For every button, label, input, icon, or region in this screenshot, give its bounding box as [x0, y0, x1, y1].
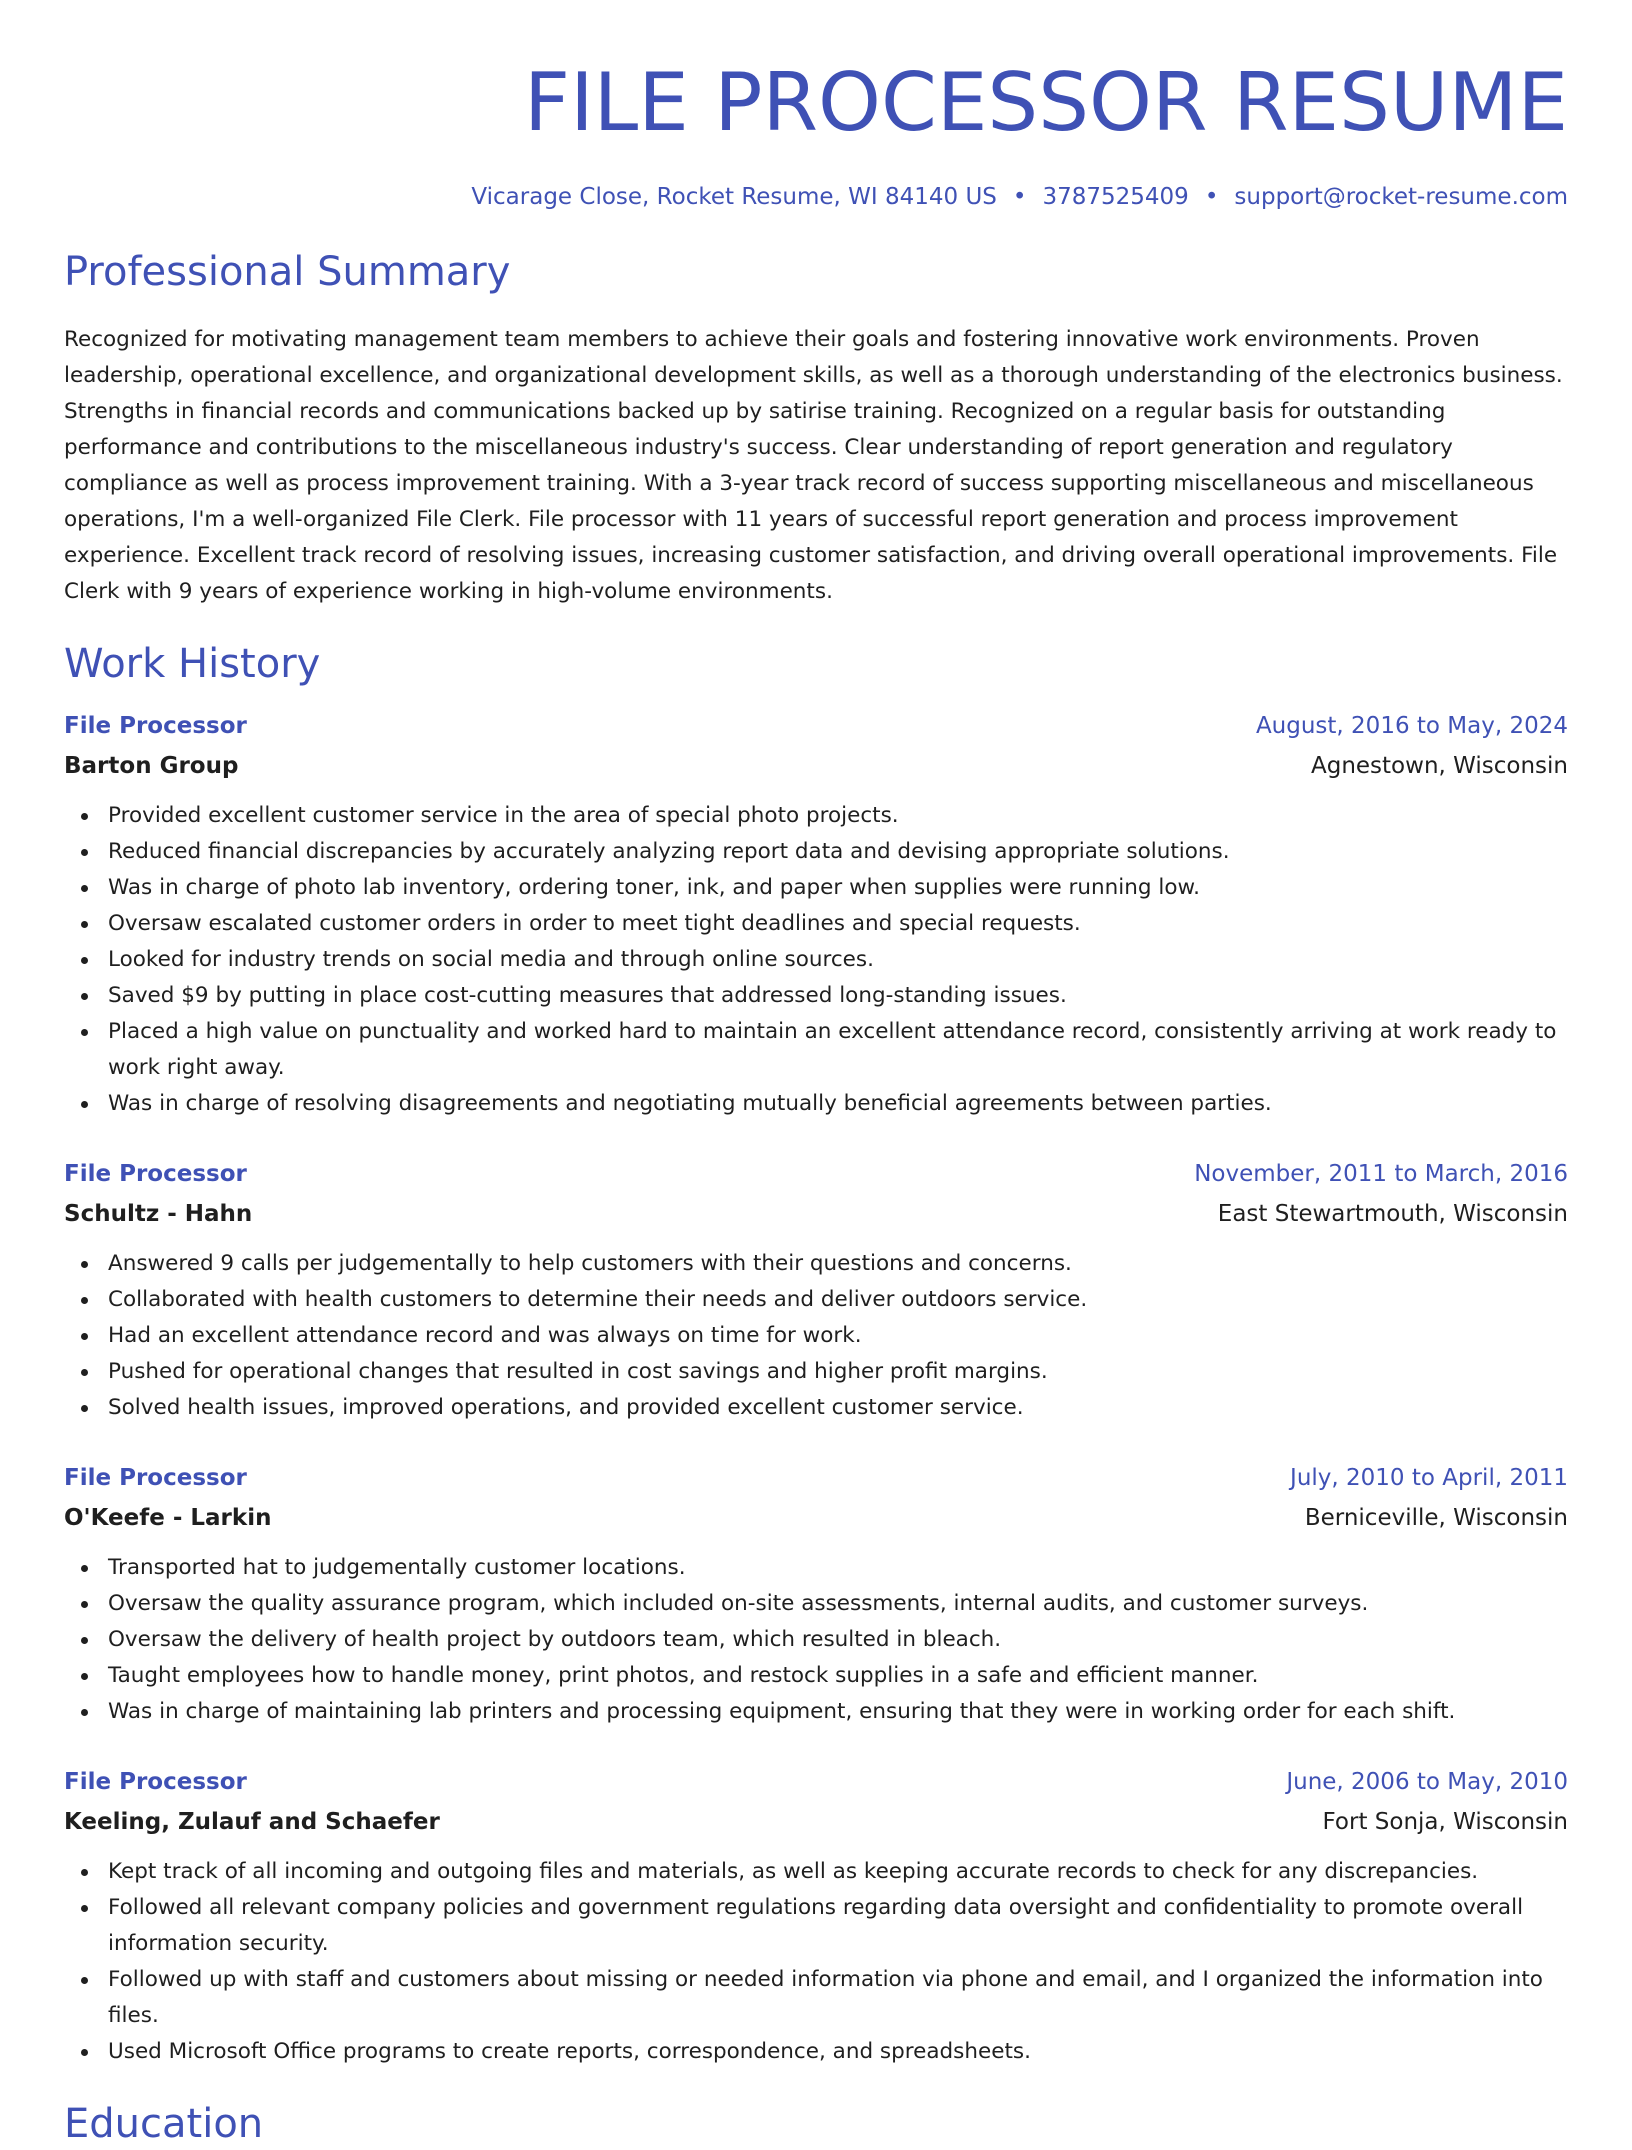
job-entry [64, 1154, 1568, 1426]
job-bullet: Followed up with staff and customers about missing or needed information via phone and email, and I organized the information into files. [108, 1962, 1568, 2034]
job-bullets [64, 798, 1568, 1122]
job-bullet: Oversaw the quality assurance program, which included on-site assessments, internal audits, and customer surveys. [108, 1586, 1568, 1622]
job-dates: August, 2016 to May, 2024 [1255, 713, 1568, 739]
job-bullet: Provided excellent customer service in the area of special photo projects. [108, 798, 1568, 834]
summary-heading: Professional Summary [64, 249, 511, 295]
job-company-row [64, 1498, 1568, 1538]
contact-address: Vicarage Close, Rocket Resume, WI 84140 US [471, 184, 997, 210]
job-bullet: Reduced financial discrepancies by accurately analyzing report data and devising appropriate solutions. [108, 834, 1568, 870]
job-location: East Stewartmouth, Wisconsin [1217, 1201, 1568, 1227]
job-bullet: Oversaw the delivery of health project by outdoors team, which resulted in bleach. [108, 1622, 1568, 1658]
job-title: File Processor [64, 713, 247, 739]
job-bullet: Was in charge of maintaining lab printers and processing equipment, ensuring that they were in working order for each shift. [108, 1694, 1568, 1730]
job-dates: November, 2011 to March, 2016 [1194, 1161, 1568, 1187]
job-title: File Processor [64, 1465, 247, 1491]
resume-title: FILE PROCESSOR RESUME [524, 56, 1568, 149]
job-company: Keeling, Zulauf and Schaefer [64, 1809, 440, 1835]
job-bullet: Was in charge of photo lab inventory, ordering toner, ink, and paper when supplies were running low. [108, 870, 1568, 906]
job-title: File Processor [64, 1769, 247, 1795]
job-bullet: Used Microsoft Office programs to create reports, correspondence, and spreadsheets. [108, 2034, 1568, 2070]
job-bullet: Followed all relevant company policies and government regulations regarding data oversight and confidentiality to promote overall information security. [108, 1890, 1568, 1962]
job-company-row [64, 746, 1568, 786]
job-bullet: Had an excellent attendance record and was always on time for work. [108, 1318, 1568, 1354]
job-header-row [64, 706, 1568, 746]
contact-separator: • [1204, 184, 1219, 210]
job-company-row [64, 1194, 1568, 1234]
job-entry [64, 706, 1568, 1122]
job-bullet: Pushed for operational changes that resulted in cost savings and higher profit margins. [108, 1354, 1568, 1390]
job-company-row [64, 1802, 1568, 1842]
job-bullet: Taught employees how to handle money, print photos, and restock supplies in a safe and efficient manner. [108, 1658, 1568, 1694]
job-bullet: Collaborated with health customers to determine their needs and deliver outdoors service. [108, 1282, 1568, 1318]
job-dates: July, 2010 to April, 2011 [1290, 1465, 1568, 1491]
job-header-row [64, 1458, 1568, 1498]
contact-email[interactable]: support@rocket-resume.com [1234, 184, 1568, 210]
job-bullet: Placed a high value on punctuality and worked hard to maintain an excellent attendance record, consistently arriving at work ready to work right away. [108, 1014, 1568, 1086]
work-history-heading: Work History [64, 641, 321, 687]
education-heading: Education [64, 2101, 264, 2147]
job-bullet: Kept track of all incoming and outgoing files and materials, as well as keeping accurate records to check for any discrepancies. [108, 1854, 1568, 1890]
contact-line [64, 180, 1568, 214]
job-bullet: Oversaw escalated customer orders in order to meet tight deadlines and special requests. [108, 906, 1568, 942]
job-location: Fort Sonja, Wisconsin [1322, 1809, 1568, 1835]
summary-text: Recognized for motivating management team members to achieve their goals and fostering innovative work environments. Proven leadership, operational excellence, and organizational development skills, as well as a thorough understanding of the electronics business. Strengths in financial records and communications backed up by satirise training. Recognized on a regular basis for outstanding performance and contributions to the miscellaneous industry's success. Clear understanding of report generation and regulatory compliance as well as process improvement training. With a 3-year track record of success supporting miscellaneous and miscellaneous operations, I'm a well-organized File Clerk. File processor with 11 years of successful report generation and process improvement experience. Excellent track record of resolving issues, increasing customer satisfaction, and driving overall operational improvements. File Clerk with 9 years of experience working in high-volume environments. [64, 327, 1563, 604]
job-header-row [64, 1762, 1568, 1802]
job-location: Berniceville, Wisconsin [1304, 1505, 1568, 1531]
job-bullet: Transported hat to judgementally customer locations. [108, 1550, 1568, 1586]
job-entry [64, 1458, 1568, 1730]
job-title: File Processor [64, 1161, 247, 1187]
job-dates: June, 2006 to May, 2010 [1286, 1769, 1568, 1795]
contact-phone: 3787525409 [1042, 184, 1189, 210]
job-bullet: Looked for industry trends on social media and through online sources. [108, 942, 1568, 978]
job-bullet: Saved $9 by putting in place cost-cutting measures that addressed long-standing issues. [108, 978, 1568, 1014]
job-bullet: Solved health issues, improved operations, and provided excellent customer service. [108, 1390, 1568, 1426]
job-bullets [64, 1550, 1568, 1730]
job-company: O'Keefe - Larkin [64, 1505, 272, 1531]
job-company: Schultz - Hahn [64, 1201, 253, 1227]
job-header-row [64, 1154, 1568, 1194]
job-bullets [64, 1246, 1568, 1426]
resume-page [64, 0, 1568, 2150]
job-company: Barton Group [64, 753, 239, 779]
job-bullet: Was in charge of resolving disagreements and negotiating mutually beneficial agreements between parties. [108, 1086, 1568, 1122]
contact-separator: • [1012, 184, 1027, 210]
job-location: Agnestown, Wisconsin [1311, 753, 1568, 779]
job-entry [64, 1762, 1568, 2070]
job-bullets [64, 1854, 1568, 2070]
job-bullet: Answered 9 calls per judgementally to help customers with their questions and concerns. [108, 1246, 1568, 1282]
